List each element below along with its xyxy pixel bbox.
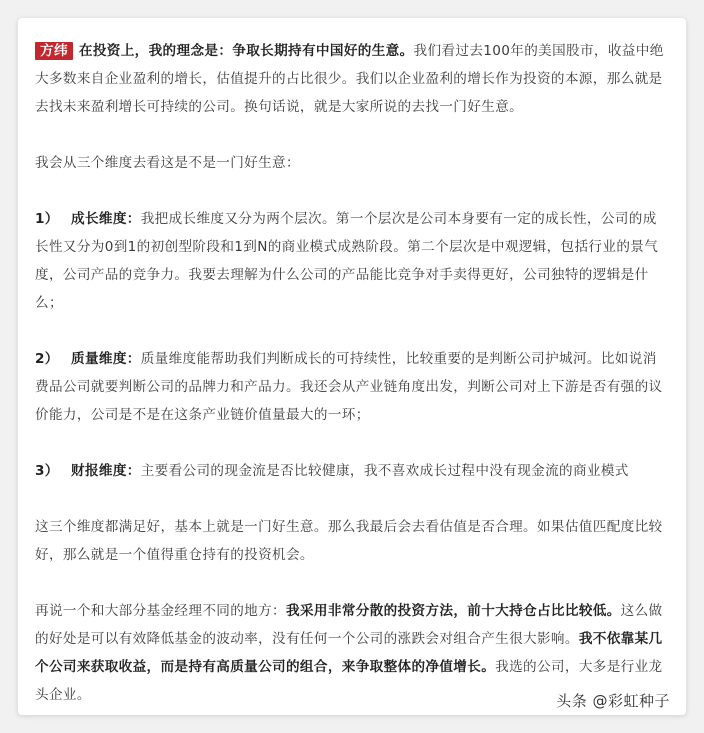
dimension-financials	[35, 457, 669, 485]
difference-tail: 我选的公司，大多是行业龙头企业。	[35, 659, 663, 703]
author-tag: 方纬	[35, 42, 73, 60]
source-watermark: 头条 @彩虹种子	[556, 692, 670, 710]
dimension-text: 质量维度能帮助我们判断成长的可持续性，比较重要的是判断公司护城河。比如说消费品公司就要判断公司的品牌力和产品力。我还会从产业链角度出发，判断公司对上下游是否有强的议价能力，公司是不是在这条产业链价值量最大的一环；	[35, 351, 663, 423]
dimension-text: 我把成长维度又分为两个层次。第一个层次是公司本身要有一定的成长性，公司的成长性又分为0到1的初创型阶段和1到N的商业模式成熟阶段。第二个层次是中观逻辑，包括行业的景气度，公司产品的竞争力。我要去理解为什么公司的产品能比竞争对手卖得更好，公司独特的逻辑是什么；	[35, 211, 659, 311]
article-body	[35, 37, 669, 709]
difference-lead: 再说一个和大部分基金经理不同的地方：	[35, 603, 286, 619]
dimensions-intro: 我会从三个维度去看这是不是一门好生意：	[35, 155, 300, 171]
difference-bold-1: 我采用非常分散的投资方法，前十大持仓占比比较低。	[286, 603, 621, 619]
intro-paragraph	[35, 37, 669, 121]
dimension-title: 财报维度：	[71, 463, 141, 479]
dimension-text: 主要看公司的现金流是否比较健康，我不喜欢成长过程中没有现金流的商业模式	[140, 463, 629, 479]
difference-bold-2: 我不依靠某几个公司来获取收益，而是持有高质量公司的组合，来争取整体的净值增长。	[35, 631, 663, 675]
difference-mid: 这么做的好处是可以有效降低基金的波动率，没有任何一个公司的涨跌会对组合产生很大影响。	[35, 603, 663, 647]
dimension-number: 1）	[35, 211, 59, 227]
article-card	[18, 18, 686, 715]
dimension-title: 质量维度：	[71, 351, 141, 367]
summary-paragraph: 这三个维度都满足好，基本上就是一门好生意。那么我最后会去看估值是否合理。如果估值匹配度比较好，那么就是一个值得重仓持有的投资机会。	[35, 519, 663, 563]
dimension-number: 3）	[35, 463, 59, 479]
dimension-quality	[35, 345, 669, 429]
dimension-growth	[35, 205, 669, 317]
dimension-number: 2）	[35, 351, 59, 367]
intro-lead-bold: 在投资上，我的理念是：争取长期持有中国好的生意。	[78, 43, 414, 59]
intro-text: 我们看过去100年的美国股市，收益中绝大多数来自企业盈利的增长，估值提升的占比很少。我们以企业盈利的增长作为投资的本源，那么就是去找未来盈利增长可持续的公司。换句话说，就是大家所说的去找一门好生意。	[35, 43, 664, 115]
dimension-title: 成长维度：	[71, 211, 141, 227]
